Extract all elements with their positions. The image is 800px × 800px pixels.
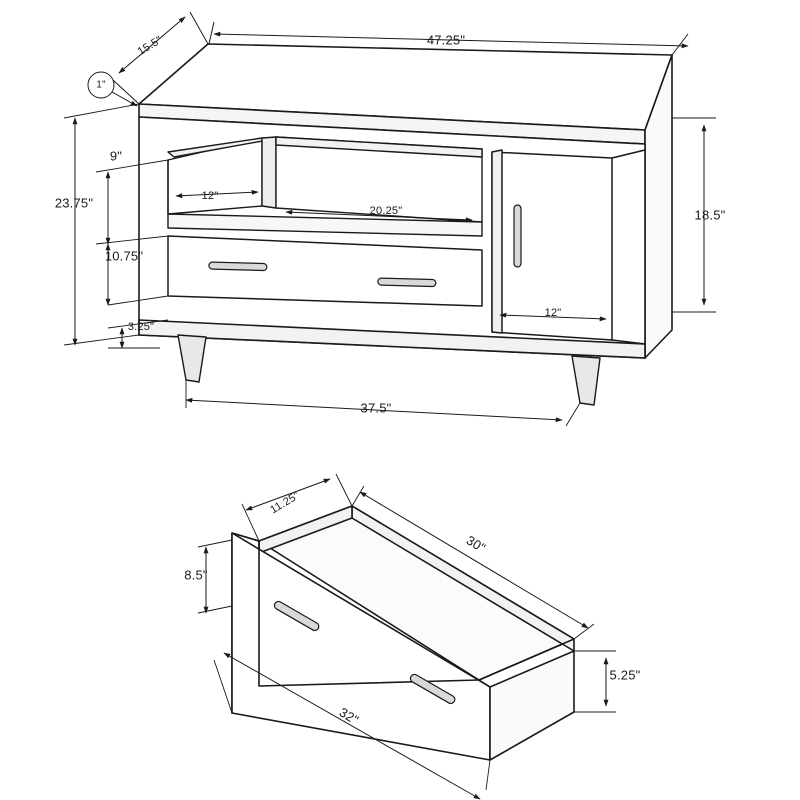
dim-overall-depth-top: 15.5": [135, 34, 165, 58]
dim-overall-width-top: 47.25": [426, 32, 466, 48]
leg-left: [178, 335, 206, 382]
dim-drawer-side-height: 5.25": [609, 667, 641, 683]
leg-right: [572, 356, 600, 405]
dim-upper-opening-height: 9": [109, 148, 123, 164]
dim-drawer-front-height: 8.5": [184, 567, 208, 583]
callout-thickness: 1": [96, 79, 106, 91]
dim-center-shelf-width: 20.25": [369, 205, 403, 217]
dim-drawer-inner-length: 30": [463, 532, 489, 556]
dim-drawer-outer-length: 32": [336, 704, 362, 728]
dim-cabinet-door-width: 12": [544, 307, 562, 319]
dim-base-width: 37.5": [360, 400, 392, 416]
drawer-handle-right: [378, 278, 436, 287]
dim-leg-clearance-height: 3.25": [127, 321, 155, 333]
drawer-handle-left: [209, 262, 267, 271]
console-shelving: [168, 137, 482, 236]
drawer-body: [232, 506, 574, 760]
dim-drawer-depth: 11.25": [268, 489, 302, 517]
dim-overall-height: 23.75": [54, 195, 94, 211]
dim-left-shelf-width: 12": [201, 190, 219, 202]
dim-drawer-zone-height: 10.75": [104, 248, 144, 264]
dim-side-panel-height: 18.5": [694, 207, 726, 223]
